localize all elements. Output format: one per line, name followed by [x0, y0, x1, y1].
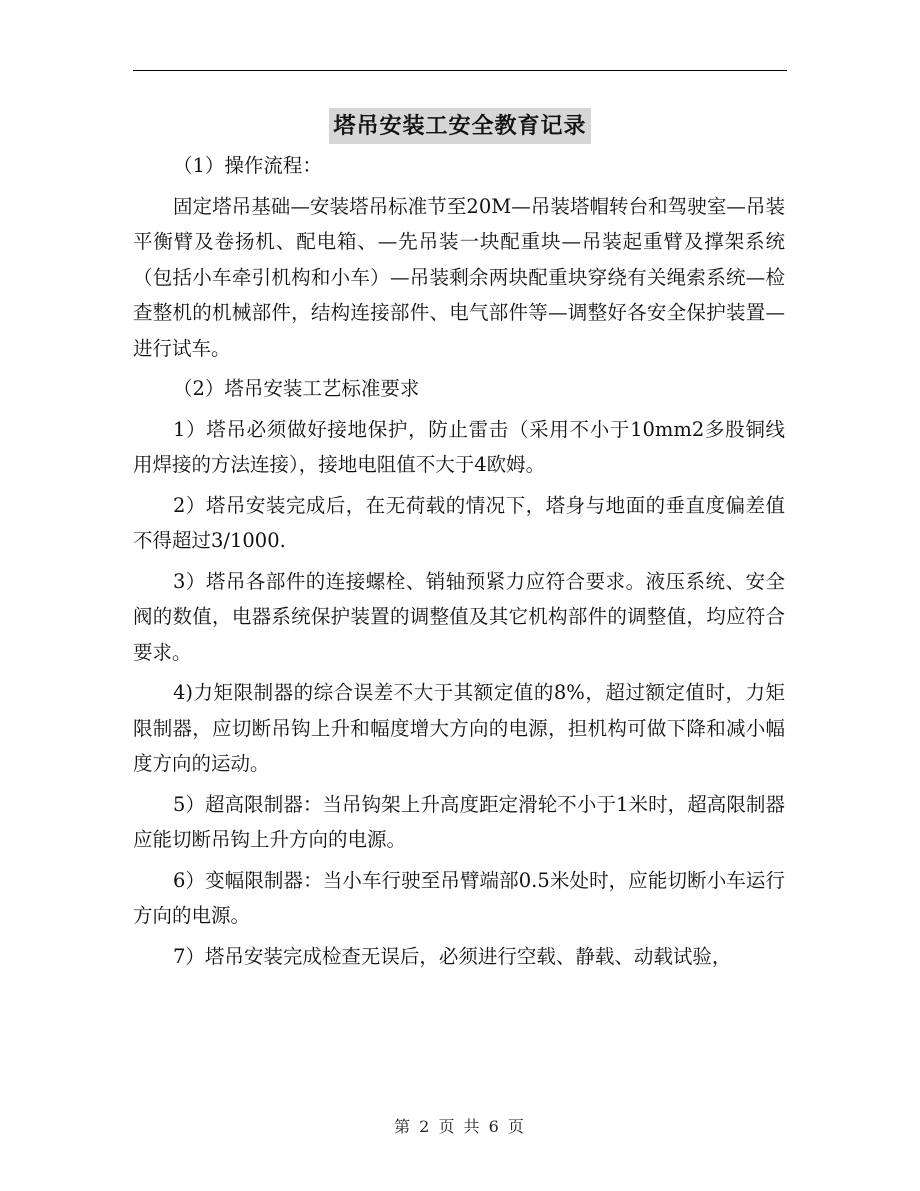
paragraph-operation-flow: 固定塔吊基础—安装塔吊标准节至20M—吊装塔帽转台和驾驶室—吊装平衡臂及卷扬机、配电箱、—先吊装一块配重块—吊装起重臂及撑架系统（包括小车牵引机构和小车）—吊装剩余两块配重块穿绕有关绳索系统—检查整机的机械部件，结构连接部件、电气部件等—调整好各安全保护装置—进行试车。 [133, 194, 785, 360]
paragraph-item-1: 1）塔吊必须做好接地保护，防止雷击（采用不小于10mm2多股铜线用焊接的方法连接），接地电阻值不大于4欧姆。 [133, 417, 785, 476]
document-body [133, 148, 785, 974]
paragraph-item-4: 4)力矩限制器的综合误差不大于其额定值的8%，超过额定值时，力矩限制器，应切断吊钩上升和幅度增大方向的电源，担机构可做下降和减小幅度方向的运动。 [133, 681, 785, 775]
document-title: 塔吊安装工安全教育记录 [329, 108, 590, 144]
paragraph-item-3: 3）塔吊各部件的连接螺栓、销轴预紧力应符合要求。液压系统、安全阀的数值，电器系统保护装置的调整值及其它机构部件的调整值，均应符合要求。 [133, 569, 785, 664]
paragraph-item-7: 7）塔吊安装完成检查无误后，必须进行空载、静载、动载试验， [173, 944, 732, 968]
page-number: 第 2 页 共 6 页 [394, 1117, 526, 1136]
paragraph-item-5: 5）超高限制器：当吊钩架上升高度距定滑轮不小于1米时，超高限制器应能切断吊钩上升方向的电源。 [133, 792, 785, 851]
paragraph-operation-flow-heading: （1）操作流程： [173, 154, 322, 177]
title-container [0, 108, 920, 144]
paragraph-item-2: 2）塔吊安装完成后，在无荷载的情况下，塔身与地面的垂直度偏差值不得超过3/1000. [133, 493, 785, 552]
paragraph-item-6: 6）变幅限制器：当小车行驶至吊臂端部0.5米处时，应能切断小车运行方向的电源。 [133, 868, 785, 927]
paragraph-standards-heading: （2）塔吊安装工艺标准要求 [173, 377, 420, 400]
header-rule [133, 70, 787, 71]
